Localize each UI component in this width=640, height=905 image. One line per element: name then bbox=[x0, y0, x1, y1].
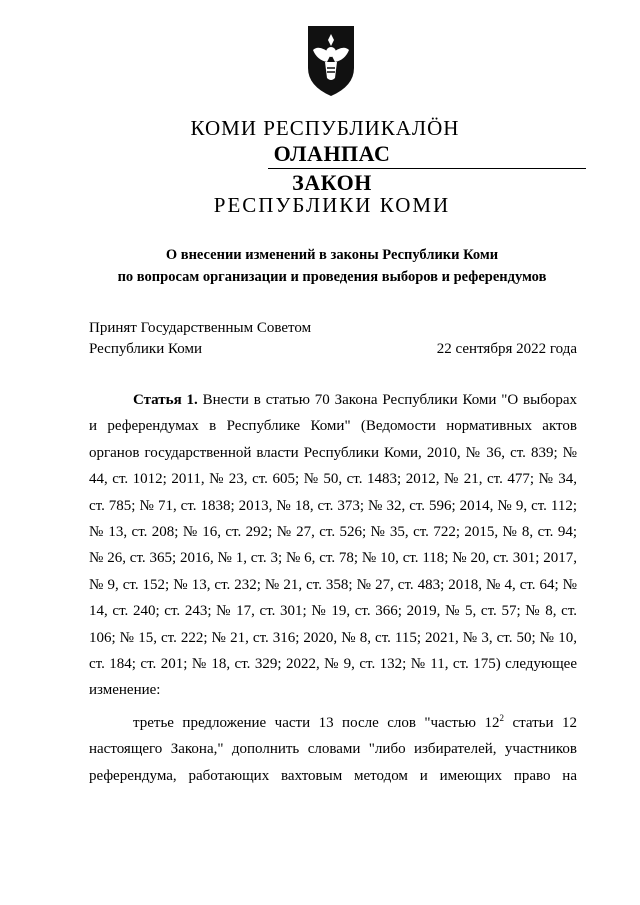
amendment-text-after: статьи 12 настоящего Закона," дополнить словами "либо избирателей, участников референдума, работающих вахтовым методом и имеющих право на bbox=[89, 714, 577, 784]
article-1-text: Внести в статью 70 Закона Республики Коми "О выборах и референдумах в Республике Коми" (Ведомости нормативных актов органов государственной власти Республики Коми, 2010, № 36, ст. 839; № 44, ст. 1012; 2011, № 23, ст. 605; № 50, ст. 1483; 2012, № 21, ст. 477; № 34, ст. 785; № 71, ст. 1838; 2013, № 18, ст. 373; № 32, ст. 596; 2014, № 9, ст. 112; № 13, ст. 208; № 16, ст. 292; № 27, ст. 526; № 35, ст. 722; 2015, № 8, ст. 94; № 26, ст. 365; 2016, № 1, ст. 3; № 6, ст. 78; № 10, ст. 118; № 20, ст. 301; 2017, № 9, ст. 152; № 13, ст. 232; № 21, ст. 358; № 27, ст. 483; 2018, № 4, ст. 64; № 14, ст. 240; ст. 243; № 17, ст. 301; № 19, ст. 366; 2019, № 5, ст. 57; № 8, ст. 106; № 15, ст. 222; № 21, ст. 316; 2020, № 8, ст. 115; 2021, № 3, ст. 50; № 10, ст. 184; ст. 201; № 18, ст. 329; 2022, № 9, ст. 132; № 11, ст. 175) следующее изменение: bbox=[89, 392, 578, 699]
amendment-text-before: третье предложение части 13 после слов "частью 12 bbox=[133, 714, 500, 731]
header-line-komi-republic-ru: РЕСПУБЛИКИ КОМИ bbox=[213, 193, 451, 217]
law-body bbox=[89, 387, 577, 789]
article-1-paragraph bbox=[89, 387, 577, 704]
law-subject-line-1: О внесении изменений в законы Республики Коми bbox=[165, 247, 499, 263]
header-line-olanpas: ОЛАНПАС bbox=[273, 141, 391, 166]
coat-of-arms-emblem bbox=[305, 24, 357, 98]
amendment-paragraph bbox=[89, 710, 577, 789]
adoption-body-line-1: Принят Государственным Советом bbox=[89, 320, 312, 336]
header-divider bbox=[268, 168, 586, 169]
law-subject-line-2: по вопросам организации и проведения выборов и референдумов bbox=[117, 269, 547, 285]
amendment-superscript: 2 bbox=[499, 712, 504, 723]
header-line-zakon: ЗАКОН bbox=[292, 170, 372, 195]
adoption-body-line-2: Республики Коми bbox=[89, 341, 202, 357]
adoption-date: 22 сентября 2022 года bbox=[436, 341, 577, 357]
article-1-label: Статья 1. bbox=[133, 392, 198, 408]
header-line-komi-republic: КОМИ РЕСПУБЛИКАЛӦН bbox=[190, 116, 460, 140]
